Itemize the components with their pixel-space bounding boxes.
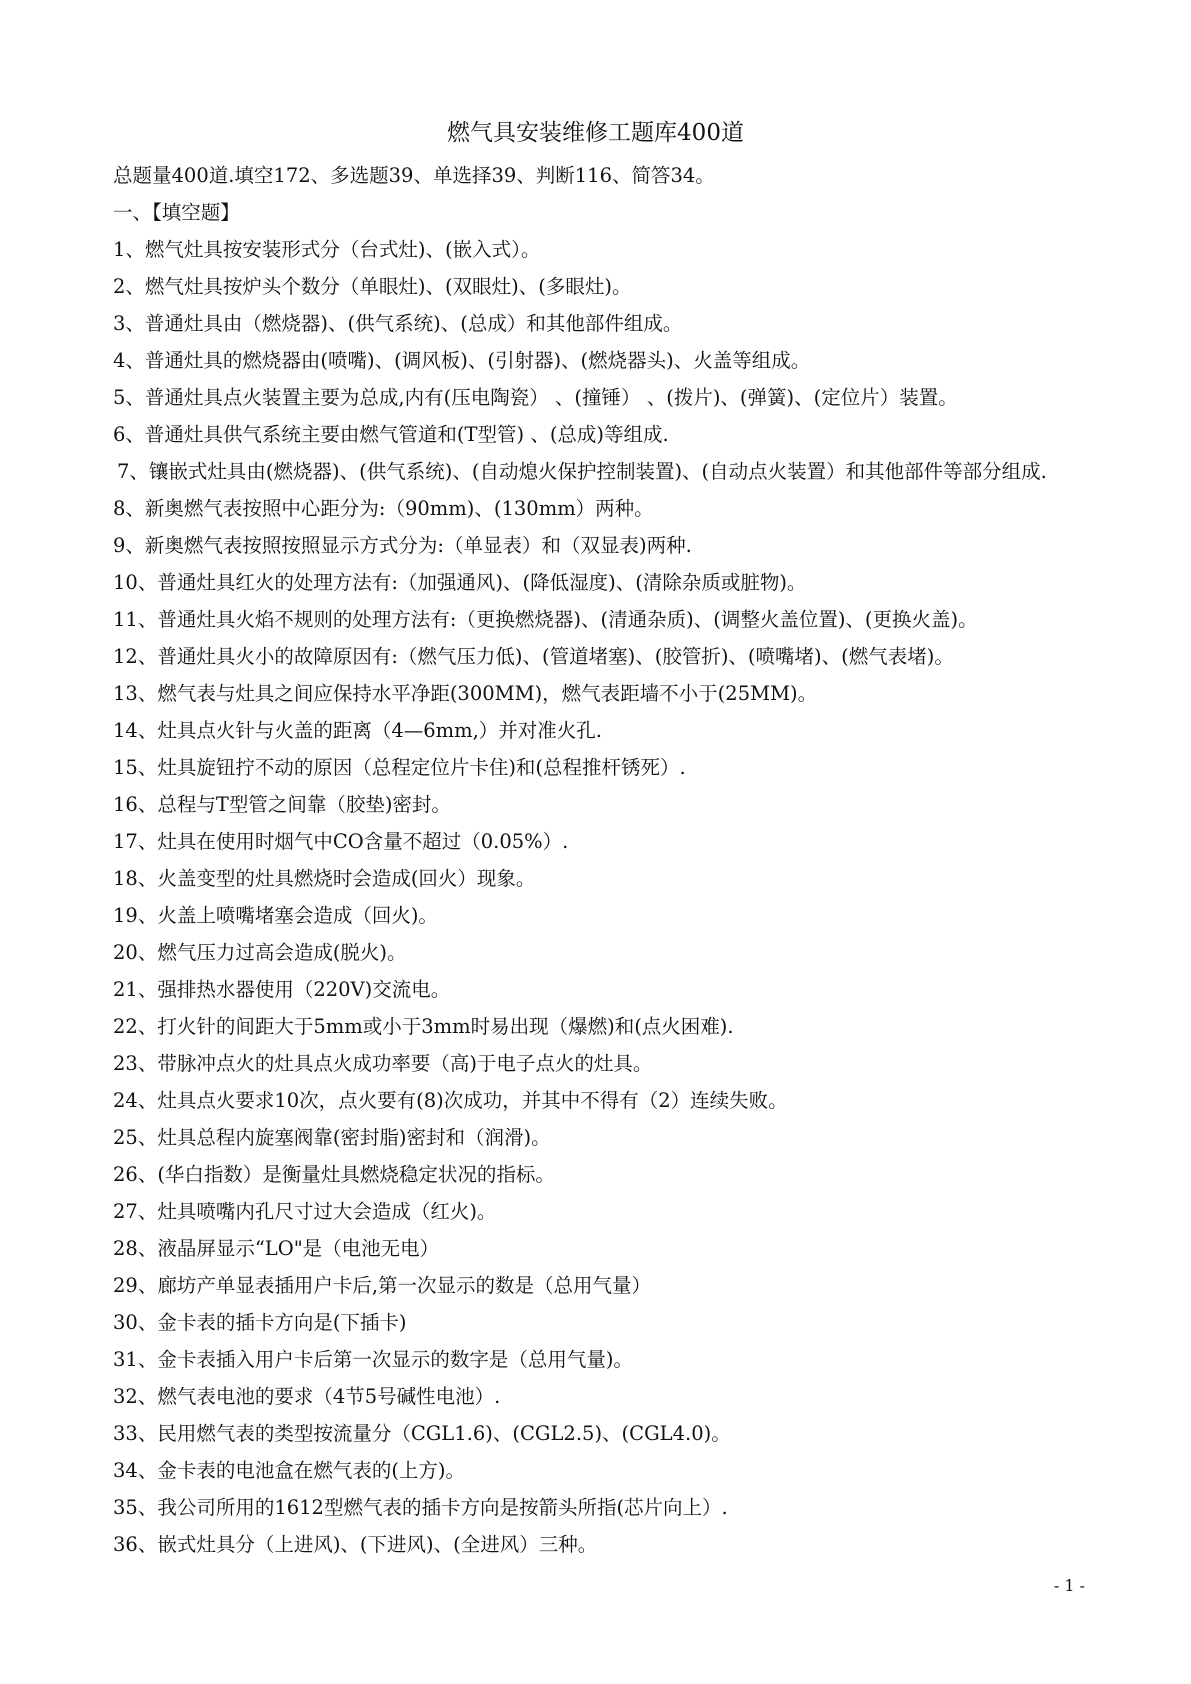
- question-item: 12、普通灶具火小的故障原因有:（燃气压力低)、(管道堵塞)、(胶管折)、(喷嘴堵)、(燃气表堵)。: [113, 645, 954, 668]
- question-item: 7、镶嵌式灶具由(燃烧器)、(供气系统)、(自动熄火保护控制装置)、(自动点火装置）和其他部件等部分组成.: [117, 460, 1047, 483]
- question-item: 9、新奥燃气表按照按照显示方式分为:（单显表）和（双显表)两种.: [113, 534, 692, 557]
- question-item: 8、新奥燃气表按照中心距分为:（90mm)、(130mm）两种。: [113, 497, 654, 520]
- summary-line: 总题量400道.填空172、多选题39、单选择39、判断116、简答34。: [113, 164, 715, 187]
- question-item: 2、燃气灶具按炉头个数分（单眼灶)、(双眼灶)、(多眼灶)。: [113, 275, 632, 298]
- question-item: 4、普通灶具的燃烧器由(喷嘴)、(调风板)、(引射器)、(燃烧器头)、火盖等组成。: [113, 349, 811, 372]
- question-item: 13、燃气表与灶具之间应保持水平净距(300MM)，燃气表距墙不小于(25MM)。: [113, 682, 818, 705]
- question-item: 17、灶具在使用时烟气中CO含量不超过（0.05%）.: [113, 830, 569, 853]
- question-item: 29、廊坊产单显表插用户卡后,第一次显示的数是（总用气量）: [113, 1274, 652, 1297]
- question-item: 1、燃气灶具按安装形式分（台式灶)、(嵌入式）。: [113, 238, 541, 261]
- question-item: 20、燃气压力过高会造成(脱火)。: [113, 941, 407, 964]
- question-item: 16、总程与T型管之间靠（胶垫)密封。: [113, 793, 451, 816]
- question-item: 15、灶具旋钮拧不动的原因（总程定位片卡住)和(总程推杆锈死）.: [113, 756, 686, 779]
- question-item: 10、普通灶具红火的处理方法有:（加强通风)、(降低湿度)、(清除杂质或脏物)。: [113, 571, 807, 594]
- question-item: 27、灶具喷嘴内孔尺寸过大会造成（红火)。: [113, 1200, 497, 1223]
- question-item: 28、液晶屏显示“LO"是（电池无电）: [113, 1237, 440, 1260]
- document-title: 燃气具安装维修工题库400道: [447, 120, 744, 146]
- question-item: 18、火盖变型的灶具燃烧时会造成(回火）现象。: [113, 867, 536, 890]
- question-item: 31、金卡表插入用户卡后第一次显示的数字是（总用气量)。: [113, 1348, 633, 1371]
- question-item: 6、普通灶具供气系统主要由燃气管道和(T型管) 、(总成)等组成.: [113, 423, 669, 446]
- question-item: 25、灶具总程内旋塞阀靠(密封脂)密封和（润滑)。: [113, 1126, 551, 1149]
- question-item: 34、金卡表的电池盒在燃气表的(上方)。: [113, 1459, 466, 1482]
- section-heading: 一、【填空题】: [113, 201, 240, 224]
- question-item: 32、燃气表电池的要求（4节5号碱性电池）.: [113, 1385, 501, 1408]
- question-item: 21、强排热水器使用（220V)交流电。: [113, 978, 451, 1001]
- question-item: 36、嵌式灶具分（上进风)、(下进风)、(全进风）三种。: [113, 1533, 598, 1556]
- question-item: 5、普通灶具点火装置主要为总成,内有(压电陶瓷） 、(撞锤） 、(拨片)、(弹簧)、(定位片）装置。: [113, 386, 958, 409]
- question-item: 11、普通灶具火焰不规则的处理方法有:（更换燃烧器)、(清通杂质)、(调整火盖位置)、(更换火盖)。: [113, 608, 978, 631]
- question-item: 30、金卡表的插卡方向是(下插卡): [113, 1311, 407, 1334]
- question-item: 3、普通灶具由（燃烧器)、(供气系统)、(总成）和其他部件组成。: [113, 312, 683, 335]
- question-item: 19、火盖上喷嘴堵塞会造成（回火)。: [113, 904, 438, 927]
- question-item: 35、我公司所用的1612型燃气表的插卡方向是按箭头所指(芯片向上）.: [113, 1496, 728, 1519]
- document-body: [113, 157, 1093, 1563]
- question-item: 33、民用燃气表的类型按流量分（CGL1.6)、(CGL2.5)、(CGL4.0)。: [113, 1422, 731, 1445]
- question-item: 23、带脉冲点火的灶具点火成功率要（高)于电子点火的灶具。: [113, 1052, 653, 1075]
- question-item: 26、(华白指数）是衡量灶具燃烧稳定状况的指标。: [113, 1163, 555, 1186]
- question-item: 24、灶具点火要求10次，点火要有(8)次成功，并其中不得有（2）连续失败。: [113, 1089, 788, 1112]
- question-item: 22、打火针的间距大于5mm或小于3mm时易出现（爆燃)和(点火困难).: [113, 1015, 734, 1038]
- page-number: - 1 -: [1053, 1576, 1085, 1595]
- question-item: 14、灶具点火针与火盖的距离（4—6mm,）并对准火孔.: [113, 719, 603, 742]
